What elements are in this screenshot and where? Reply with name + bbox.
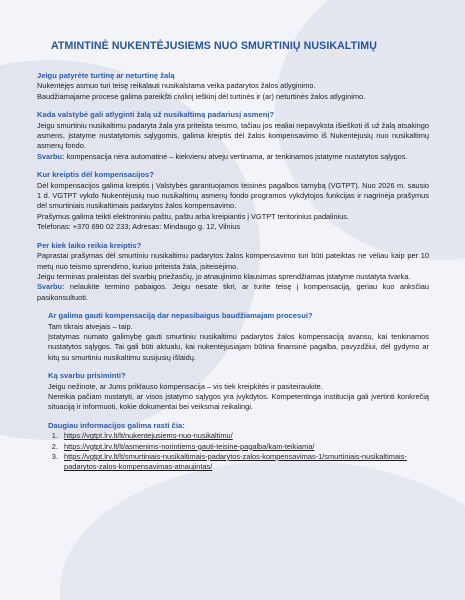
info-link[interactable]: https://vgtpt.lrv.lt/lt/asmenims-norintiems-gauti-teisine-pagalba/kam-teikiama/	[64, 441, 315, 451]
note-text: nelaukite termino pabaigos. Jeigu nesate tikri, ar turite teisę į kompensaciją, geriau kuo anksčiau pasikonsultuoti.	[37, 282, 429, 302]
section-state-compensation	[37, 110, 429, 162]
section-heading: Jeigu patyrėte turtinę ar neturtinę žalą	[37, 71, 175, 80]
section-paragraph: Prašymus galima teikti elektroniniu paštu, paštu arba kreipiantis į VGTPT teritorinius padalinius.	[37, 211, 350, 221]
section-heading: Ką svarbu prisiminti?	[48, 371, 126, 381]
section-where-to-apply	[37, 170, 429, 232]
note-label: Svarbu:	[37, 151, 65, 161]
section-paragraph: Tam tikrais atvejais – taip.	[48, 321, 133, 331]
contact-info: Telefonas: +370 690 02 233; Adresas: Mindaugo g. 12, Vilnius	[37, 222, 241, 232]
section-paragraph: Baudžiamajame procese galima pareikšti civilinį ieškinį dėl turtinės ir (ar) neturtinės žalos atlyginimo.	[37, 91, 366, 101]
link-list	[48, 431, 429, 473]
info-link[interactable]: https://vgtpt.lrv.lt/lt/smurtiniais-nusikaltimais-padarytos-zalos-kompensavimas-1/smurtiniais-nusikaltimais-padarytos-zalos-kompensavimas-atnaujintas/	[64, 452, 407, 472]
section-note	[37, 152, 429, 162]
section-paragraph: Paprastai prašymas dėl smurtiniu nusikaltimu padarytos žalos kompensavimo turi būti pateiktas ne vėliau kaip per 10 metų nuo teismo sprendimo, kuriuo priteista žala, įsiteisėjimo.	[37, 251, 429, 271]
section-heading: Per kiek laiko reikia kreiptis?	[37, 240, 142, 250]
section-deadline	[37, 241, 429, 303]
section-advance-payment	[48, 311, 429, 363]
section-heading: Kada valstybė gali atlyginti žalą už nusikaltimą padariusį asmenį?	[37, 110, 275, 120]
section-paragraph: Jeigu smurtiniu nusikaltimu padaryta žala yra priteista teismo, tačiau jos realiai nepavyksta išieškoti iš už žalą atsakingo asmens, įstatyme nustatytomis sąlygomis, galima kreiptis dėl žalos kompensavimo iš Nukentėjusių nuo nusikaltimų asmenų fondo.	[37, 120, 429, 151]
section-more-info	[48, 421, 429, 473]
section-note	[37, 282, 429, 303]
section-paragraph: Nereikia pačiam nustatyti, ar visos įstatymo sąlygos yra įvykdytos. Kompetentinga institucija gali įvertinti konkrečią situaciją ir informuoti, kokie dokumentai bei veiksmai reikalingi.	[48, 391, 429, 412]
section-heading: Ar galima gauti kompensaciją dar nepasibaigus baudžiamajam procesui?	[48, 311, 313, 321]
background-shape	[60, 460, 465, 600]
note-label: Svarbu:	[37, 282, 65, 292]
section-paragraph: Nukentėjęs asmuo turi teisę reikalauti nusikalstama veika padarytos žalos atlyginimo.	[37, 81, 316, 91]
section-remember	[48, 371, 429, 413]
list-item	[60, 442, 429, 452]
note-text: kompensacija nėra automatinė – kiekvienu atveju vertinama, ar tenkinamos įstatyme nustatytos sąlygos.	[64, 151, 408, 161]
section-paragraph: Įstatymas numato galimybę gauti smurtiniu nusikaltimu padarytos žalos kompensaciją avansu, kai tenkinamos nustatytos sąlygos. Tai gali būti aktualu, kai nukentėjusiajam būtina finansinė pagalba, pavyzdžiui, dėl gydymo ar kitų su smurtiniu nusikaltimu susijusių išlaidų.	[48, 331, 429, 362]
info-link[interactable]: https://vgtpt.lrv.lt/lt/nukentejusiems-nuo-nusikaltimu/	[64, 431, 233, 441]
list-item	[60, 431, 429, 441]
section-heading: Daugiau informacijos galima rasti čia:	[48, 420, 185, 430]
page-title: ATMINTINĖ NUKENTĖJUSIEMS NUO SMURTINIŲ NUSIKALTIMŲ	[51, 40, 377, 52]
list-item	[60, 452, 429, 473]
section-heading: Kur kreiptis dėl kompensacijos?	[37, 170, 154, 180]
section-paragraph: Dėl kompensacijos galima kreiptis į Valstybės garantuojamos teisinės pagalbos tarnybą (VGTPT). Nuo 2026 m. sausio 1 d. VGTPT vykdo Nukentėjusių nuo nusikaltimų asmenų fondo programos vykdytojos funkcijas ir nagrinėja prašymus dėl smurtiniais nusikaltimais padarytos žalos kompensavimo.	[37, 180, 429, 211]
section-paragraph: Jeigu nežinote, ar Jums priklauso kompensacija – vis tiek kreipkitės ir pasiteiraukite.	[48, 381, 323, 391]
section-paragraph: Jeigu terminas praleistas dėl svarbių priežasčių, jo atnaujinimo klausimas sprendžiamas įstatyme nustatyta tvarka.	[37, 271, 411, 281]
section-damage	[37, 71, 429, 102]
